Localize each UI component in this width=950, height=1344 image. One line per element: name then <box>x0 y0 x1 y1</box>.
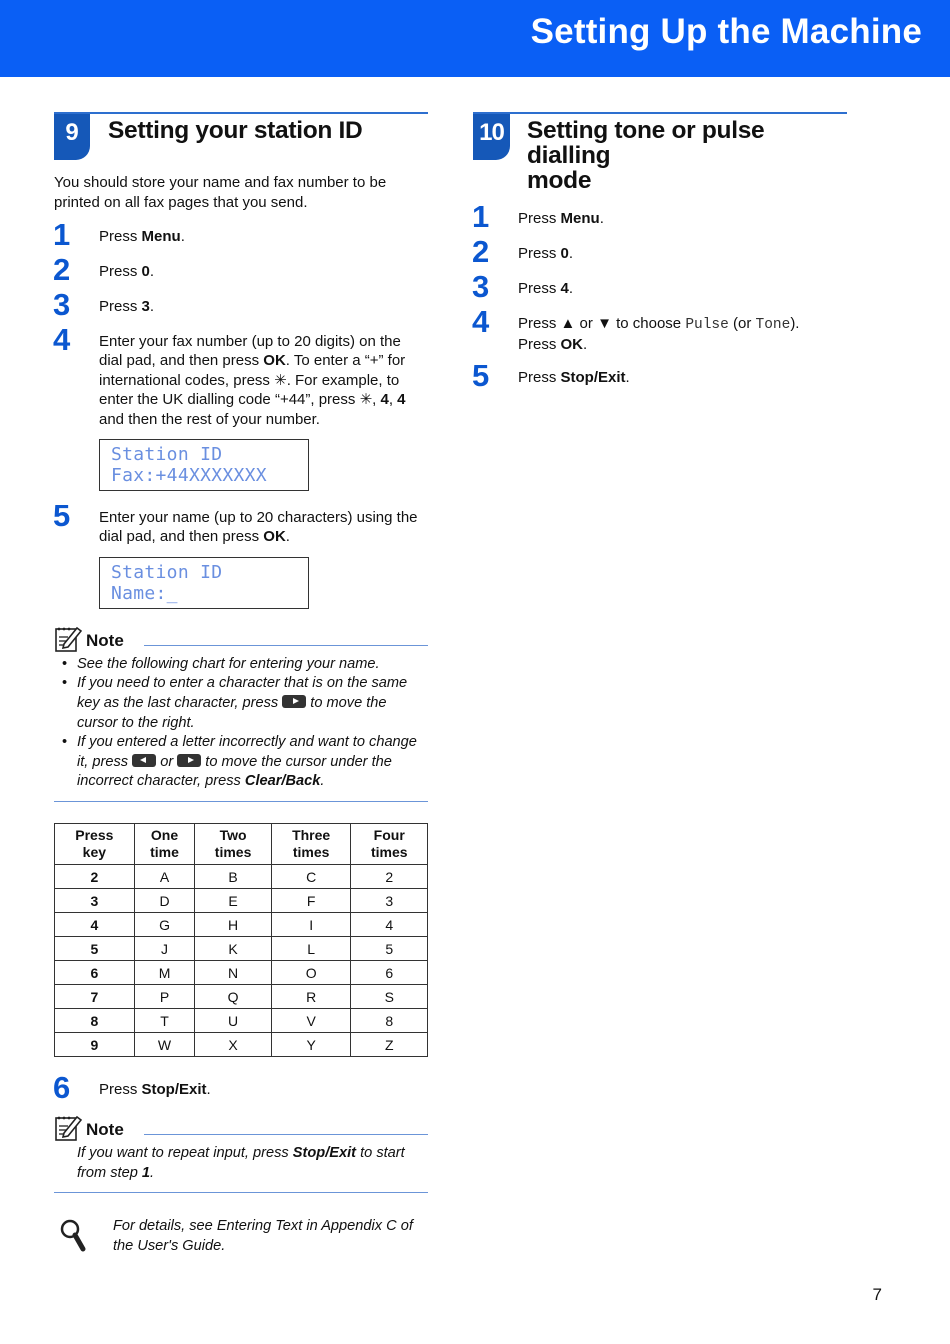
up-arrow-icon: ▲ <box>560 315 576 332</box>
note-body: If you want to repeat input, press Stop/Exit to start from step 1. <box>54 1144 428 1193</box>
note-pencil-icon <box>54 625 82 653</box>
step-number: 4 <box>472 304 490 339</box>
column-header: Four times <box>351 824 428 865</box>
step-text: Press 4. <box>518 280 574 297</box>
step-number: 2 <box>53 252 71 287</box>
star-key-icon: ✳ <box>359 391 373 409</box>
note-label: Note <box>86 1120 124 1139</box>
column-header: Three times <box>271 824 351 865</box>
column-header: One time <box>134 824 195 865</box>
list-item: • See the following chart for entering your name. <box>62 655 428 675</box>
table-row: 4 G H I 4 <box>55 913 428 937</box>
right-arrow-key-icon <box>177 754 201 767</box>
left-arrow-key-icon <box>132 754 156 767</box>
step-4 <box>472 304 847 365</box>
detail-reference <box>54 1217 428 1265</box>
step-1 <box>472 199 847 241</box>
table-row: 5 J K L 5 <box>55 937 428 961</box>
table-row: 3 D E F 3 <box>55 889 428 913</box>
list-item: • If you need to enter a character that is on the same key as the last character, press to move the cursor to the right. <box>62 674 428 733</box>
down-arrow-icon: ▼ <box>597 315 612 332</box>
section-heading-dialling-mode <box>473 112 847 200</box>
left-column <box>54 112 428 1265</box>
section-number: 9 <box>54 114 90 160</box>
step-number: 3 <box>472 269 490 304</box>
step-5 <box>472 358 847 400</box>
step-text: Press 3. <box>99 298 155 315</box>
right-arrow-key-icon <box>282 695 306 708</box>
note-box <box>54 1116 428 1193</box>
list-item: • If you entered a letter incorrectly and want to change it, press or to move the cursor under the incorrect character, press Clear/Back. <box>62 733 428 792</box>
header-title: Setting Up the Machine <box>530 12 922 51</box>
page-header <box>0 0 950 77</box>
step-text: Press Stop/Exit. <box>518 369 630 386</box>
lcd-display-fax <box>99 439 309 491</box>
character-entry-table <box>54 823 428 1057</box>
divider <box>144 645 428 646</box>
section-number: 10 <box>473 114 510 160</box>
step-number: 4 <box>53 322 71 357</box>
divider <box>144 1134 428 1135</box>
lcd-line-1: Station ID <box>111 444 223 466</box>
magnifier-icon <box>60 1219 86 1253</box>
step-number: 5 <box>53 498 71 534</box>
lcd-line-2: Name:_ <box>111 582 178 604</box>
step-text: Enter your fax number (up to 20 digits) on the dial pad, and then press OK. To enter a “+” for international codes, press ✳. For example, to enter the UK dialling code “+44”, press ✳, 4, 4 and then the rest of your number. <box>99 333 406 428</box>
section-heading-station-id <box>54 112 428 188</box>
step-text: Press ▲ or ▼ to choose Pulse (or Tone). Press OK. <box>518 315 800 354</box>
step-text: Press Menu. <box>99 228 185 245</box>
table-row: 8 T U V 8 <box>55 1009 428 1033</box>
lcd-display-name <box>99 557 309 609</box>
column-header: Two times <box>195 824 271 865</box>
step-text: Press Menu. <box>518 210 604 227</box>
step-3 <box>53 287 428 329</box>
step-number: 5 <box>472 358 490 393</box>
note-label: Note <box>86 630 124 650</box>
lcd-line-1: Station ID <box>111 561 223 583</box>
step-3 <box>472 269 847 311</box>
step-text: Press 0. <box>99 263 155 280</box>
column-header: Press key <box>55 824 135 865</box>
table-row: 9 W X Y Z <box>55 1033 428 1057</box>
step-2 <box>53 252 428 294</box>
right-column <box>473 112 847 400</box>
step-number: 2 <box>472 234 490 269</box>
step-text: Enter your name (up to 20 characters) using the dial pad, and then press OK. <box>99 509 418 546</box>
step-4 <box>53 322 428 429</box>
table-row: 6 M N O 6 <box>55 961 428 985</box>
table-row: 7 P Q R S <box>55 985 428 1009</box>
table-header-row <box>55 824 428 865</box>
step-6 <box>53 1070 428 1112</box>
page-number: 7 <box>872 1285 882 1304</box>
intro-text: You should store your name and fax number to be printed on all fax pages that you send. <box>54 174 387 211</box>
step-number: 1 <box>472 199 490 234</box>
step-text: Press Stop/Exit. <box>99 1081 211 1098</box>
note-pencil-icon <box>54 1114 82 1142</box>
detail-text: For details, see Entering Text in Appendix C of the User's Guide. <box>113 1218 413 1254</box>
section-title: Setting your station ID <box>108 117 363 144</box>
step-number: 1 <box>53 217 71 252</box>
step-number: 3 <box>53 287 71 322</box>
note-box <box>54 627 428 802</box>
step-5 <box>53 498 428 547</box>
section-title: Setting tone or pulse dialling mode <box>527 117 765 194</box>
step-1 <box>53 217 428 259</box>
step-2 <box>472 234 847 276</box>
star-key-icon: ✳ <box>274 371 287 389</box>
step-text: Press 0. <box>518 245 574 262</box>
note-body <box>54 655 428 802</box>
table-row: 2 A B C 2 <box>55 865 428 889</box>
lcd-line-2: Fax:+44XXXXXXX <box>111 465 267 487</box>
step-number: 6 <box>53 1070 71 1105</box>
